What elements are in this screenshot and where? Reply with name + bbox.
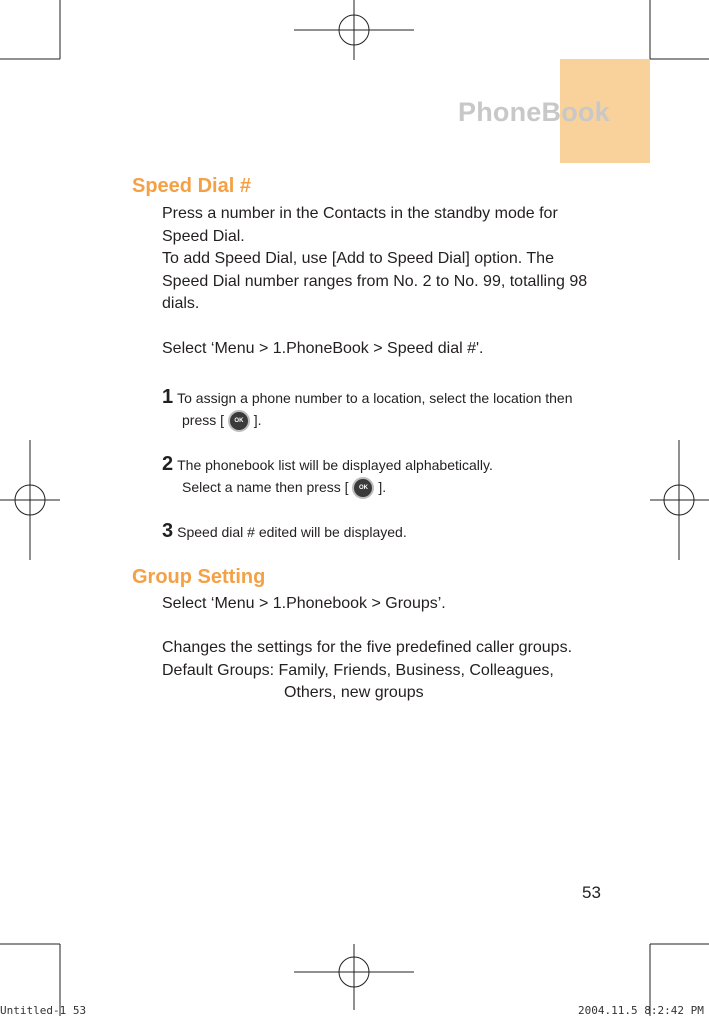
step-text: To assign a phone number to a location, select the location then xyxy=(177,390,573,406)
step-number: 2 xyxy=(162,453,174,475)
text-line: Default Groups: Family, Friends, Business, Colleagues, xyxy=(162,661,554,679)
page-number: 53 xyxy=(582,883,601,902)
step-text: Speed dial # edited will be displayed. xyxy=(177,524,407,540)
step-number: 3 xyxy=(162,520,174,542)
text-line: Speed Dial number ranges from No. 2 to No. 99, totalling 98 xyxy=(162,272,588,290)
step-number: 1 xyxy=(162,386,174,408)
ok-key-icon: OK xyxy=(352,477,374,499)
chapter-title: PhoneBook xyxy=(458,97,610,127)
ok-key-icon: OK xyxy=(228,410,250,432)
step-1 xyxy=(162,386,612,432)
step-text: press [ xyxy=(182,412,225,428)
text-line: Changes the settings for the five predefined caller groups. xyxy=(162,639,573,656)
text-line: To add Speed Dial, use [Add to Speed Dial] option. The xyxy=(162,250,554,267)
speed-dial-menu-path: Select ‘Menu > 1.PhoneBook > Speed dial #'. xyxy=(162,340,484,357)
group-menu-path: Select ‘Menu > 1.Phonebook > Groups’. xyxy=(162,595,446,612)
speed-dial-heading: Speed Dial # xyxy=(132,175,251,197)
step-text: The phonebook list will be displayed alphabetically. xyxy=(177,457,493,473)
step-2 xyxy=(162,453,612,499)
text-line: Press a number in the Contacts in the standby mode for xyxy=(162,205,558,222)
step-3 xyxy=(162,520,612,543)
step-text: ]. xyxy=(378,479,387,495)
group-description xyxy=(162,637,612,705)
speed-dial-description xyxy=(162,203,612,316)
step-text: Select a name then press [ xyxy=(182,479,349,495)
text-line: Others, new groups xyxy=(284,684,424,701)
group-setting-heading: Group Setting xyxy=(132,566,266,588)
print-slug-right: 2004.11.5 8:2:42 PM xyxy=(578,1004,704,1017)
text-line: dials. xyxy=(162,295,200,312)
text-line: Speed Dial. xyxy=(162,227,245,245)
print-slug-left: Untitled-1 53 xyxy=(0,1004,87,1017)
step-text: ]. xyxy=(253,412,262,428)
